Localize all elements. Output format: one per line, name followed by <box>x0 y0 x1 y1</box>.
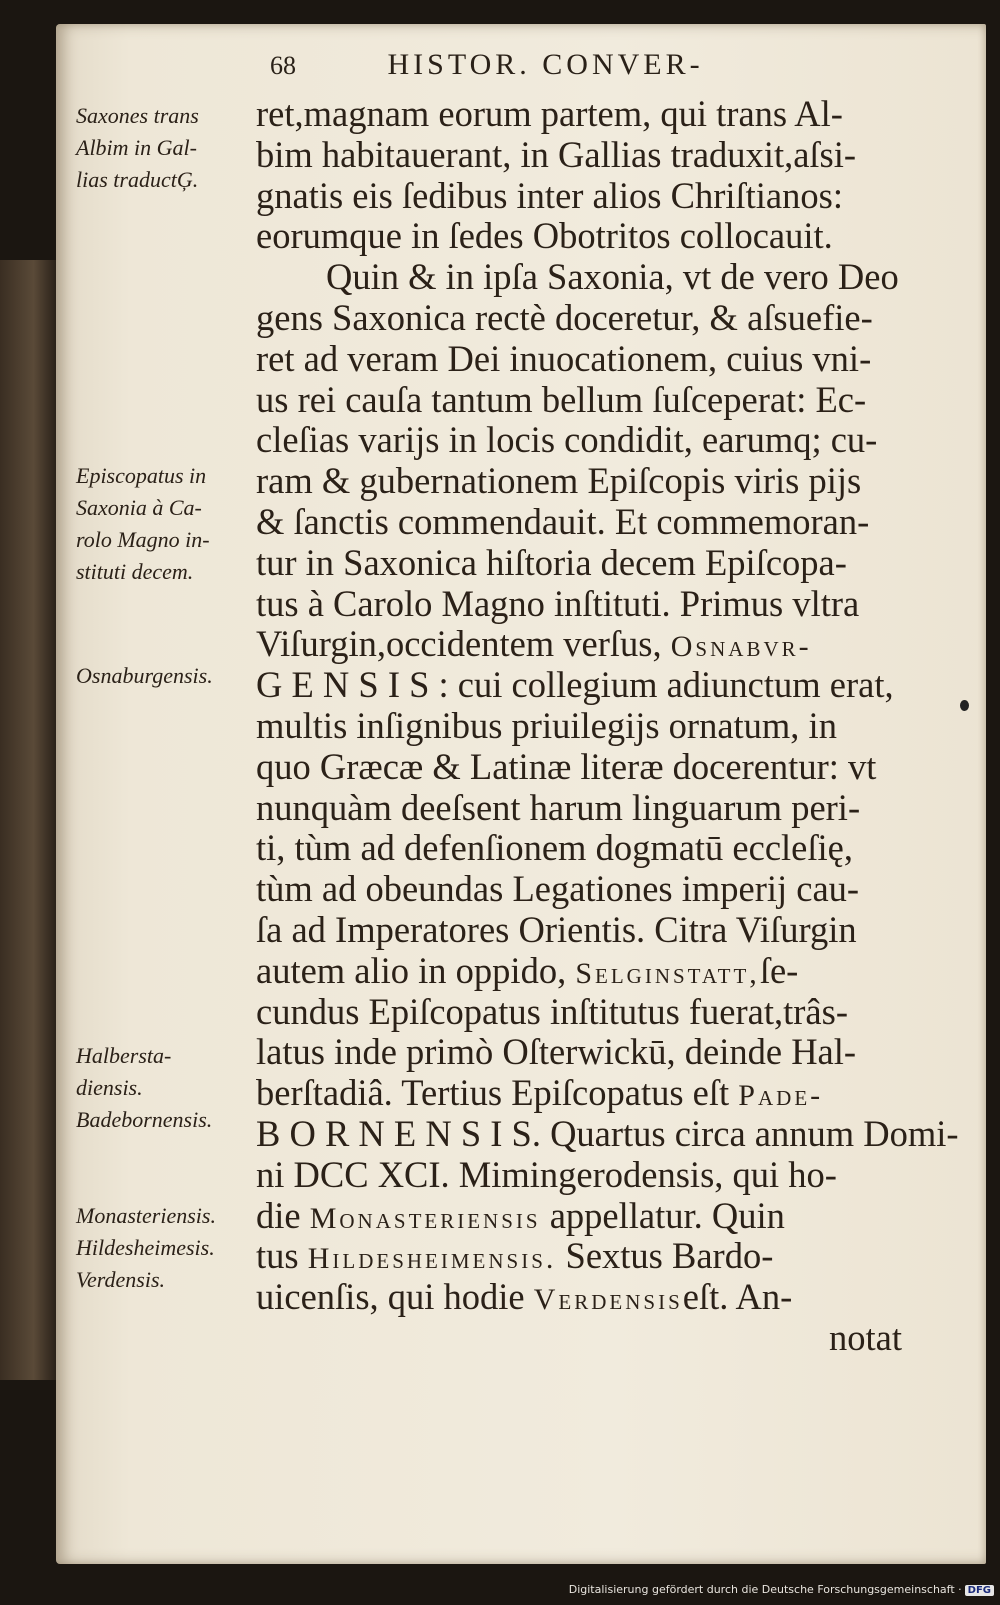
adjacent-page-edge <box>0 260 56 1380</box>
text-line: tus Hildesheimensis. Sextus Bardo- <box>256 1235 774 1277</box>
name-padebornensis: Pade- <box>738 1079 824 1113</box>
running-title: HISTOR. CONVER- <box>387 48 704 81</box>
name-verdensis: Verdensis <box>533 1283 683 1317</box>
marginal-note-episcopatus: Episcopatus in Saxonia à Ca- rolo Magno in- stituti decem. <box>76 463 210 584</box>
dfg-logo: DFG <box>965 1585 994 1596</box>
ink-spot <box>960 700 969 711</box>
name-osnabrugensis: Osnabvr- <box>670 630 812 664</box>
text-line: us rei cauſa tantum bellum ſuſceperat: Ec- <box>256 378 867 420</box>
marginal-note-halberstadiensis: Halbersta- diensis. Badebornensis. <box>76 1043 213 1132</box>
catchword: notat <box>829 1316 902 1358</box>
page-number: 68 <box>270 51 296 80</box>
text-line: ram & gubernationem Epiſcopis viris pijs <box>256 460 862 502</box>
text-line: gens Saxonica rectè doceretur, & aſsuefie- <box>256 296 873 338</box>
text-line: B O R N E N S I S. Quartus circa annum Domi- <box>256 1112 959 1154</box>
text-line: tur in Saxonica hiſtoria decem Epiſcopa- <box>256 541 847 583</box>
text-line: ret ad veram Dei inuocationem, cuius vni- <box>256 337 872 379</box>
text-line: ni DCC XCI. Mimingerodensis, qui ho- <box>256 1153 837 1195</box>
text-line: & ſanctis commendauit. Et commemoran- <box>256 500 870 542</box>
text-line: G E N S I S : cui collegium adiunctum erat, <box>256 664 894 706</box>
name-monasteriensis: Monasteriensis <box>309 1201 541 1235</box>
name-hildesheimensis: Hildesheimensis. <box>307 1242 557 1276</box>
text-line: ſa ad Imperatores Orientis. Citra Viſurgin <box>256 908 857 950</box>
text-line: nunquàm deeſsent harum linguarum peri- <box>256 786 861 828</box>
text-line: die Monasteriensis appellatur. Quin <box>256 1194 785 1236</box>
marginal-note-osnaburgensis: Osnaburgensis. <box>76 663 213 688</box>
marginal-note-saxones: Saxones trans Albim in Gal- lias traductĢ. <box>76 103 199 192</box>
text-line: latus inde primò Oſterwickū, deinde Hal- <box>256 1031 857 1073</box>
text-line: quo Græcæ & Latinæ literæ docerentur: vt <box>256 745 877 787</box>
text-line: eorumque in ſedes Obotritos collocauit. <box>256 215 833 257</box>
footer-credit: Digitalisierung gefördert durch die Deutsche Forschungsgemeinschaft · DFG <box>569 1583 994 1601</box>
name-selginstatt: Selginstatt, <box>575 956 760 990</box>
main-text <box>256 93 959 1359</box>
text-line: multis inſignibus priuilegijs ornatum, in <box>256 704 837 746</box>
running-header <box>270 48 704 88</box>
text-line: cleſias varijs in locis condidit, earumq; cu- <box>256 419 878 461</box>
text-line: ret,magnam eorum partem, qui trans Al- <box>256 93 843 134</box>
text-line: tùm ad obeundas Legationes imperij cau- <box>256 868 860 910</box>
text-line: autem alio in oppido, Selginstatt,ſe- <box>256 949 799 991</box>
text-line: gnatis eis ſedibus inter alios Chriſtianos: <box>256 174 843 216</box>
text-line: ti, tùm ad defenſionem dogmatū eccleſię, <box>256 827 853 869</box>
text-line: Viſurgin,occidentem verſus, Osnabvr- <box>256 623 812 665</box>
text-line: uicenſis, qui hodie Verdensiseſt. An- <box>256 1276 793 1318</box>
text-line: tus à Carolo Magno inſtituti. Primus vltra <box>256 582 860 624</box>
text-line: Quin & in ipſa Saxonia, vt de vero Deo <box>326 256 899 298</box>
marginal-note-monasteriensis: Monasteriensis. Hildesheimesis. Verdensis. <box>76 1203 216 1292</box>
text-line: berſtadiâ. Tertius Epiſcopatus eſt Pade- <box>256 1072 824 1114</box>
text-line: bim habitauerant, in Gallias traduxit,aſsi- <box>256 133 857 175</box>
text-line: cundus Epiſcopatus inſtitutus fuerat,trâs- <box>256 990 848 1032</box>
